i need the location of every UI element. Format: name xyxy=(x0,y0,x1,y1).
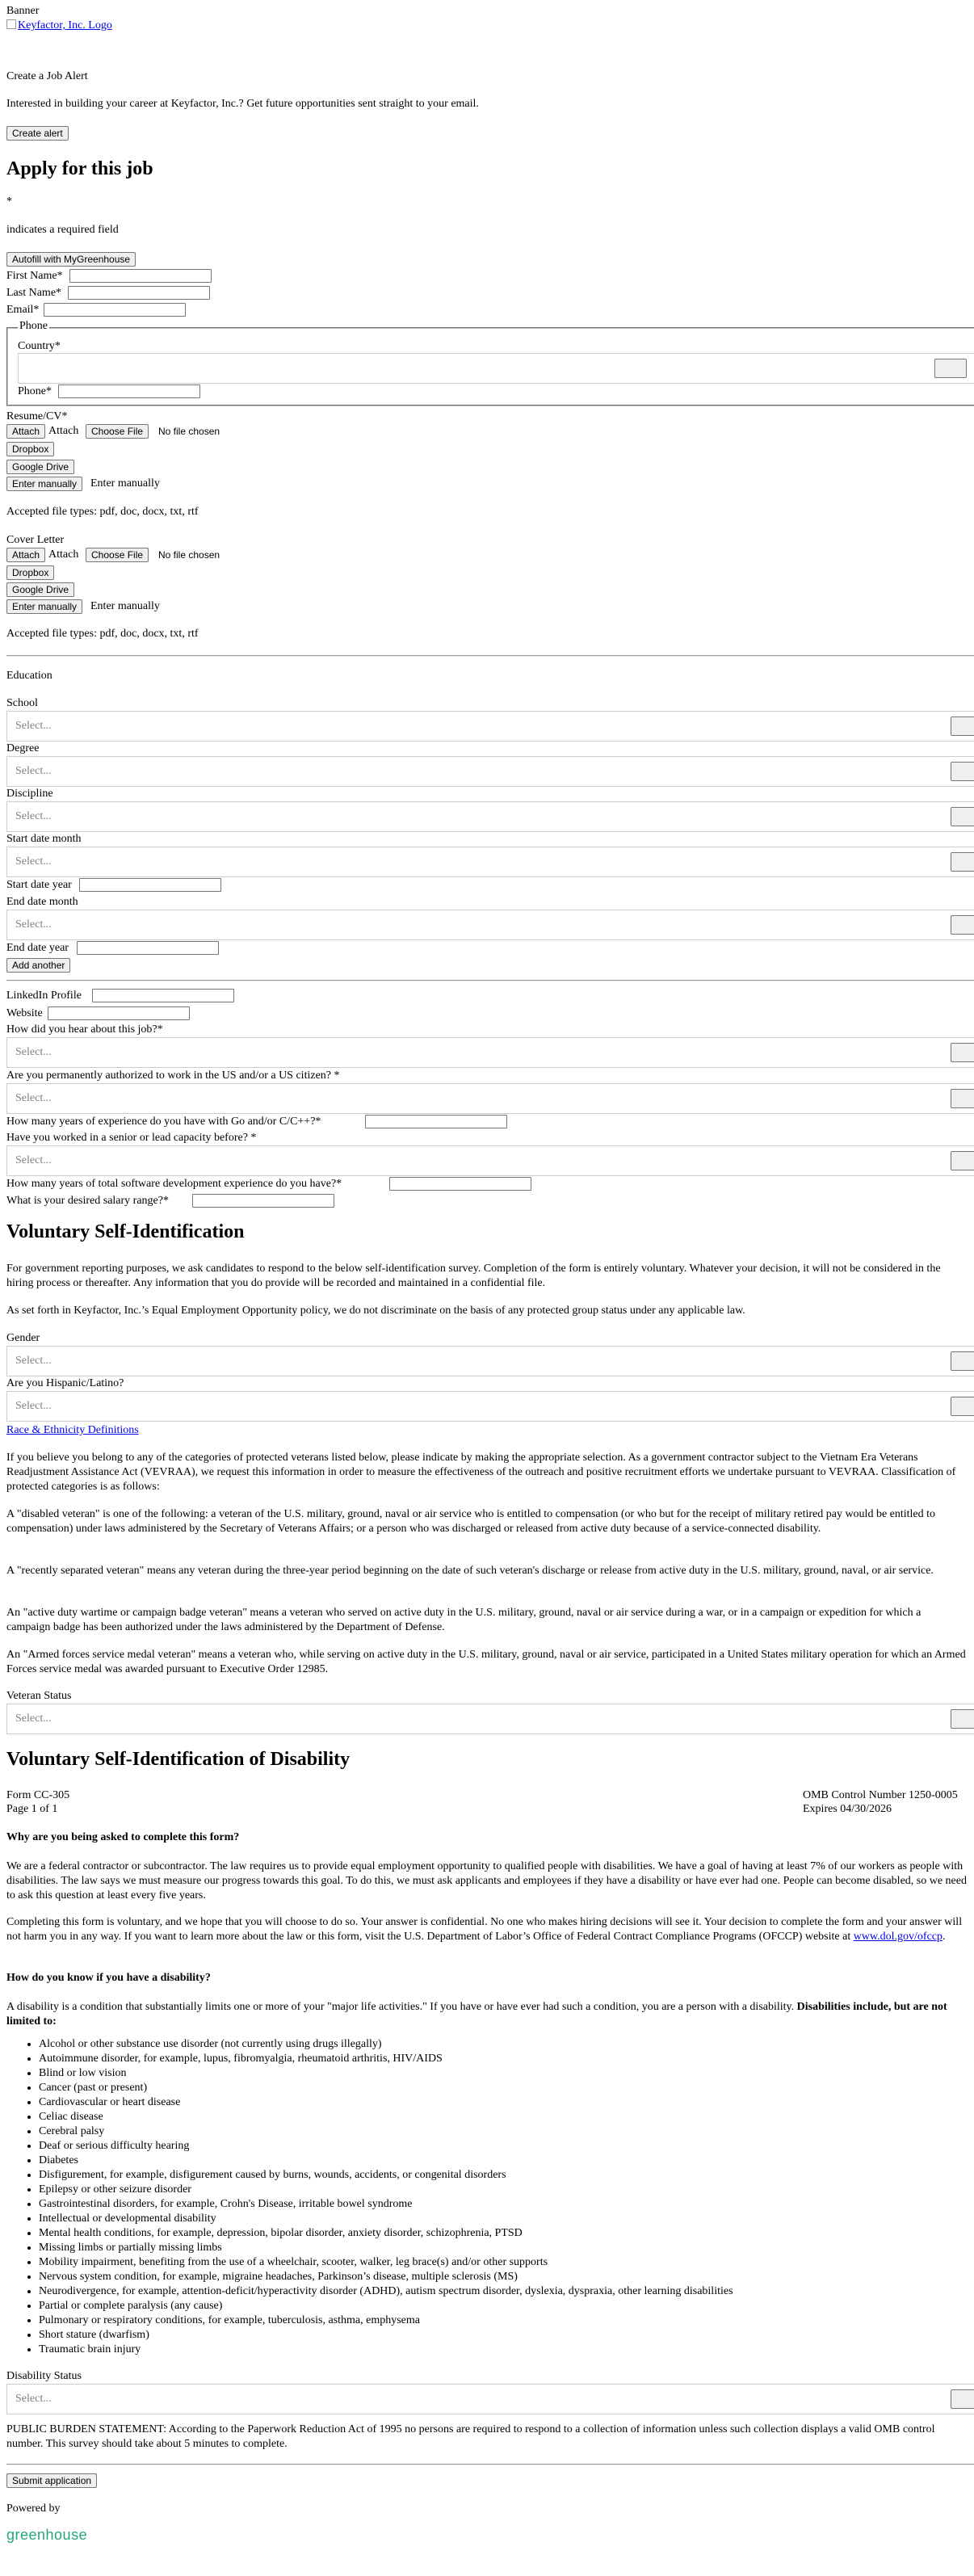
public-burden-statement: PUBLIC BURDEN STATEMENT: According to the Paperwork Reduction Act of 1995 no persons are required to respond to a collection of information unless such collection displays a valid OMB control number. This survey should take about 5 minutes to complete. xyxy=(6,2423,935,2450)
linkedin-label: LinkedIn Profile xyxy=(6,990,82,1002)
disability-list-item: • Cancer (past or present) xyxy=(39,2081,733,2095)
required-note: indicates a required field xyxy=(6,224,119,236)
website-label: Website xyxy=(6,1007,43,1019)
end-year-label: End date year xyxy=(6,942,69,954)
voluntary-text xyxy=(6,1915,968,1944)
disability-list-item: • Intellectual or developmental disability xyxy=(39,2212,733,2226)
voluntary-text-end: . xyxy=(943,1931,946,1943)
company-logo-link[interactable] xyxy=(6,19,112,32)
phone-input[interactable] xyxy=(58,385,200,398)
disabled-veteran-definition: A "disabled veteran" is one of the following: a veteran of the U.S. military, ground, naval or air service who is entitled to compensation (or who but for the receipt of military retired pay would be entitled to compensation) under laws administered by the Secretary of Veterans Affairs; or a person who was discharged or released from active duty because of a service-connected disability. xyxy=(6,1508,936,1535)
why-heading: Why are you being asked to complete this form? xyxy=(6,1831,240,1843)
start-month-placeholder: Select... xyxy=(15,855,52,868)
school-placeholder: Select... xyxy=(15,720,52,732)
resume-google-drive-button[interactable]: Google Drive xyxy=(6,460,74,474)
disability-status-dropdown-button[interactable] xyxy=(951,2389,974,2409)
education-title: Education xyxy=(6,670,52,682)
resume-accepted-types: Accepted file types: pdf, doc, docx, txt, rtf xyxy=(6,506,199,518)
cover-attach-text: Attach xyxy=(48,548,79,561)
disability-list-item: • Diabetes xyxy=(39,2154,733,2168)
email-input[interactable] xyxy=(44,303,186,317)
how-text-body: A disability is a condition that substantially limits one or more of your "major life activities." If you have or have ever had such a condition, you are a person with a disability. xyxy=(6,2001,797,2013)
salary-input[interactable] xyxy=(192,1194,334,1208)
add-another-button[interactable]: Add another xyxy=(6,958,70,973)
last-name-label: Last Name* xyxy=(6,287,62,299)
cover-accepted-types: Accepted file types: pdf, doc, docx, txt, rtf xyxy=(6,628,199,640)
authorized-placeholder: Select... xyxy=(15,1092,52,1104)
start-year-input[interactable] xyxy=(79,878,221,892)
senior-dropdown-button[interactable] xyxy=(951,1151,974,1170)
end-month-select[interactable] xyxy=(6,910,974,940)
broken-image-icon xyxy=(6,19,16,29)
disability-status-label: Disability Status xyxy=(6,2370,82,2382)
go-cpp-input[interactable] xyxy=(365,1115,507,1128)
cover-dropbox-button[interactable]: Dropbox xyxy=(6,565,54,580)
degree-label: Degree xyxy=(6,742,40,754)
job-alert-title: Create a Job Alert xyxy=(6,70,88,82)
phone-label: Phone* xyxy=(18,385,52,397)
hear-placeholder: Select... xyxy=(15,1046,52,1058)
hispanic-select[interactable] xyxy=(6,1391,974,1422)
divider xyxy=(6,2464,974,2465)
disability-list-item: • Missing limbs or partially missing limbs xyxy=(39,2241,733,2255)
cover-attach-button[interactable]: Attach xyxy=(6,548,45,562)
how-text-bold: Disabilities include, but are not limited to: xyxy=(6,2001,947,2028)
resume-enter-manually-text: Enter manually xyxy=(90,477,160,490)
recently-separated-definition: A "recently separated veteran" means any veteran during the three-year period beginning on the date of such veteran's discharge or release from active duty in the U.S. military, ground, naval, or air service. xyxy=(6,1565,934,1577)
total-exp-label: How many years of total software development experience do you have?* xyxy=(6,1178,342,1190)
end-year-input[interactable] xyxy=(77,941,219,955)
disability-list-item: • Traumatic brain injury xyxy=(39,2343,733,2357)
disability-list-item: • Alcohol or other substance use disorder (not currently using drugs illegally) xyxy=(39,2037,733,2052)
veteran-intro: If you believe you belong to any of the categories of protected veterans listed below, please indicate by making the appropriate selection. As a government contractor subject to the Vietnam Era Veterans Readjustment Assistance Act (VEVRAA), we request this information in order to measure the effectiveness of the outreach and positive recruitment efforts we undertake pursuant to VEVRAA. Classification of protected categories is as follows: xyxy=(6,1452,956,1493)
disability-list-item: • Short stature (dwarfism) xyxy=(39,2328,733,2343)
start-month-select[interactable] xyxy=(6,847,974,877)
disability-list-item: • Cerebral palsy xyxy=(39,2124,733,2139)
start-month-label: Start date month xyxy=(6,833,82,845)
country-select[interactable] xyxy=(18,353,974,384)
how-text xyxy=(6,2000,968,2029)
resume-enter-manually-button[interactable]: Enter manually xyxy=(6,477,82,491)
cover-google-drive-button[interactable]: Google Drive xyxy=(6,582,74,597)
resume-dropbox-button[interactable]: Dropbox xyxy=(6,442,54,456)
omb-control-number: OMB Control Number 1250-0005 xyxy=(803,1789,958,1801)
disability-title: Voluntary Self-Identification of Disability xyxy=(6,1749,351,1770)
email-label: Email* xyxy=(6,304,40,316)
active-duty-definition: An "active duty wartime or campaign badge veteran" means a veteran who served on active duty in the U.S. military, ground, naval or air service during a war, or in a campaign or expedition for which a campaign badge has been authorized under the laws administered by the Department of Defense. xyxy=(6,1607,922,1633)
greenhouse-logo[interactable]: greenhouse xyxy=(6,2527,88,2543)
disability-status-placeholder: Select... xyxy=(15,2393,52,2405)
end-month-label: End date month xyxy=(6,896,78,908)
vsi-title: Voluntary Self-Identification xyxy=(6,1221,245,1242)
race-definitions-link[interactable]: Race & Ethnicity Definitions xyxy=(6,1424,139,1436)
start-month-dropdown-button[interactable] xyxy=(951,852,974,872)
ofccp-link[interactable]: www.dol.gov/ofccp xyxy=(853,1931,943,1943)
autofill-button[interactable]: Autofill with MyGreenhouse xyxy=(6,252,136,267)
disability-list-item: • Celiac disease xyxy=(39,2110,733,2124)
gender-dropdown-button[interactable] xyxy=(951,1351,974,1371)
disability-list-item: • Neurodivergence, for example, attention-deficit/hyperactivity disorder (ADHD), autism spectrum disorder, dyslexia, dyspraxia, other learning disabilities xyxy=(39,2284,733,2299)
create-alert-button[interactable]: Create alert xyxy=(6,126,69,141)
disability-list xyxy=(6,2037,733,2357)
divider xyxy=(6,980,974,981)
resume-choose-file-button[interactable]: Choose File xyxy=(86,424,149,439)
school-select[interactable] xyxy=(6,711,974,742)
voluntary-text-body: Completing this form is voluntary, and we hope that you will choose to do so. Your answer is confidential. No one who makes hiring decisions will see it. Your decision to complete the form and your answer will not harm you in any way. If you want to learn more about the law or this form, visit the U.S. Department of Labor’s Office of Federal Contract Compliance Programs (OFCCP) website at xyxy=(6,1916,963,1943)
authorized-label: Are you permanently authorized to work in the US and/or a US citizen? * xyxy=(6,1069,340,1082)
school-dropdown-button[interactable] xyxy=(951,716,974,736)
banner-image xyxy=(6,5,39,18)
armed-forces-definition: An "Armed forces service medal veteran" means a veteran who, while serving on active duty in the U.S. military, ground, naval or air service, participated in a United States military operation for which an Armed Forces service medal was awarded pursuant to Executive Order 12985. xyxy=(6,1649,966,1675)
gender-placeholder: Select... xyxy=(15,1355,52,1367)
disability-list-item: • Cardiovascular or heart disease xyxy=(39,2095,733,2110)
disability-list-item: • Partial or complete paralysis (any cause) xyxy=(39,2299,733,2313)
authorized-select[interactable] xyxy=(6,1083,974,1114)
submit-application-button[interactable]: Submit application xyxy=(6,2473,97,2488)
hispanic-label: Are you Hispanic/Latino? xyxy=(6,1377,124,1389)
discipline-label: Discipline xyxy=(6,788,53,800)
why-text: We are a federal contractor or subcontractor. The law requires us to provide equal employment opportunity to qualified people with disabilities. We have a goal of having at least 7% of our workers as people with disabilities. The law says we must measure our progress towards this goal. To do this, we must ask applicants and employees if they have a disability or have ever had one. People can become disabled, so we need to ask this question at least every five years. xyxy=(6,1860,967,1902)
resume-attach-text: Attach xyxy=(48,425,79,437)
veteran-status-label: Veteran Status xyxy=(6,1690,72,1702)
disability-list-item: • Mobility impairment, benefiting from the use of a wheelchair, scooter, walker, leg brace(s) and/or other supports xyxy=(39,2255,733,2270)
cover-no-file: No file chosen xyxy=(158,549,220,561)
gender-select[interactable] xyxy=(6,1346,974,1376)
resume-no-file: No file chosen xyxy=(158,426,220,437)
country-label: Country* xyxy=(18,340,61,352)
vsi-eeo: As set forth in Keyfactor, Inc.’s Equal Employment Opportunity policy, we do not discriminate on the basis of any protected group status under any applicable law. xyxy=(6,1305,745,1317)
authorized-dropdown-button[interactable] xyxy=(951,1089,974,1108)
disability-list-item: • Disfigurement, for example, disfigurement caused by burns, wounds, accidents, or congenital disorders xyxy=(39,2168,733,2183)
company-logo-alt: Keyfactor, Inc. Logo xyxy=(18,19,112,32)
divider xyxy=(6,655,974,657)
first-name-label: First Name* xyxy=(6,270,63,282)
hispanic-dropdown-button[interactable] xyxy=(951,1397,974,1416)
disability-list-item: • Mental health conditions, for example, depression, bipolar disorder, anxiety disorder, schizophrenia, PTSD xyxy=(39,2226,733,2241)
hear-label: How did you hear about this job?* xyxy=(6,1023,163,1036)
degree-select[interactable] xyxy=(6,756,974,787)
country-dropdown-button[interactable] xyxy=(934,359,967,378)
disability-list-item: • Nervous system condition, for example, migraine headaches, Parkinson’s disease, multiple sclerosis (MS) xyxy=(39,2270,733,2284)
school-label: School xyxy=(6,697,38,709)
disability-list-item: • Blind or low vision xyxy=(39,2066,733,2081)
gender-label: Gender xyxy=(6,1332,40,1344)
senior-label: Have you worked in a senior or lead capacity before? * xyxy=(6,1132,257,1144)
disability-list-item: • Epilepsy or other seizure disorder xyxy=(39,2183,733,2197)
disability-list-item: • Autoimmune disorder, for example, lupus, fibromyalgia, rheumatoid arthritis, HIV/AIDS xyxy=(39,2052,733,2066)
hear-dropdown-button[interactable] xyxy=(951,1043,974,1062)
banner-alt-text: Banner xyxy=(6,5,40,17)
discipline-select[interactable] xyxy=(6,801,974,832)
hispanic-placeholder: Select... xyxy=(15,1400,52,1412)
degree-placeholder: Select... xyxy=(15,765,52,777)
veteran-status-select[interactable] xyxy=(6,1704,974,1734)
linkedin-input[interactable] xyxy=(92,989,234,1002)
discipline-placeholder: Select... xyxy=(15,810,52,822)
powered-by-label: Powered by xyxy=(6,2502,61,2515)
job-alert-description: Interested in building your career at Keyfactor, Inc.? Get future opportunities sent straight to your email. xyxy=(6,98,479,110)
disability-status-select[interactable] xyxy=(6,2384,974,2414)
go-cpp-label: How many years of experience do you have with Go and/or C/C++?* xyxy=(6,1116,321,1128)
total-exp-input[interactable] xyxy=(389,1177,531,1191)
discipline-dropdown-button[interactable] xyxy=(951,807,974,826)
first-name-input[interactable] xyxy=(69,269,212,283)
end-month-dropdown-button[interactable] xyxy=(951,915,974,935)
form-number: Form CC-305 xyxy=(6,1789,70,1801)
how-heading: How do you know if you have a disability? xyxy=(6,1972,211,1984)
cover-letter-label: Cover Letter xyxy=(6,534,65,546)
cover-enter-manually-text: Enter manually xyxy=(90,600,160,612)
end-month-placeholder: Select... xyxy=(15,918,52,931)
cover-choose-file-button[interactable]: Choose File xyxy=(86,548,149,562)
senior-placeholder: Select... xyxy=(15,1154,52,1166)
vsi-intro: For government reporting purposes, we ask candidates to respond to the below self-identification survey. Completion of the form is entirely voluntary. Whatever your decision, it will not be considered in the hiring process or thereafter. Any information that you do provide will be recorded and maintained in a confidential file. xyxy=(6,1263,941,1289)
hear-select[interactable] xyxy=(6,1037,974,1068)
senior-select[interactable] xyxy=(6,1145,974,1176)
website-input[interactable] xyxy=(48,1006,190,1020)
cover-enter-manually-button[interactable]: Enter manually xyxy=(6,599,82,614)
resume-attach-button[interactable]: Attach xyxy=(6,424,45,439)
last-name-input[interactable] xyxy=(68,286,210,300)
required-marker: * xyxy=(6,195,12,208)
phone-legend: Phone xyxy=(19,320,48,332)
apply-title: Apply for this job xyxy=(6,158,153,179)
salary-label: What is your desired salary range?* xyxy=(6,1195,169,1207)
start-year-label: Start date year xyxy=(6,879,72,891)
omb-expires: Expires 04/30/2026 xyxy=(803,1803,892,1815)
disability-list-item: • Pulmonary or respiratory conditions, for example, tuberculosis, asthma, emphysema xyxy=(39,2313,733,2328)
form-page: Page 1 of 1 xyxy=(6,1803,58,1815)
resume-label: Resume/CV* xyxy=(6,410,68,422)
veteran-status-placeholder: Select... xyxy=(15,1712,52,1725)
degree-dropdown-button[interactable] xyxy=(951,762,974,781)
disability-list-item: • Gastrointestinal disorders, for example, Crohn's Disease, irritable bowel syndrome xyxy=(39,2197,733,2212)
disability-list-item: • Deaf or serious difficulty hearing xyxy=(39,2139,733,2154)
veteran-status-dropdown-button[interactable] xyxy=(951,1709,974,1729)
